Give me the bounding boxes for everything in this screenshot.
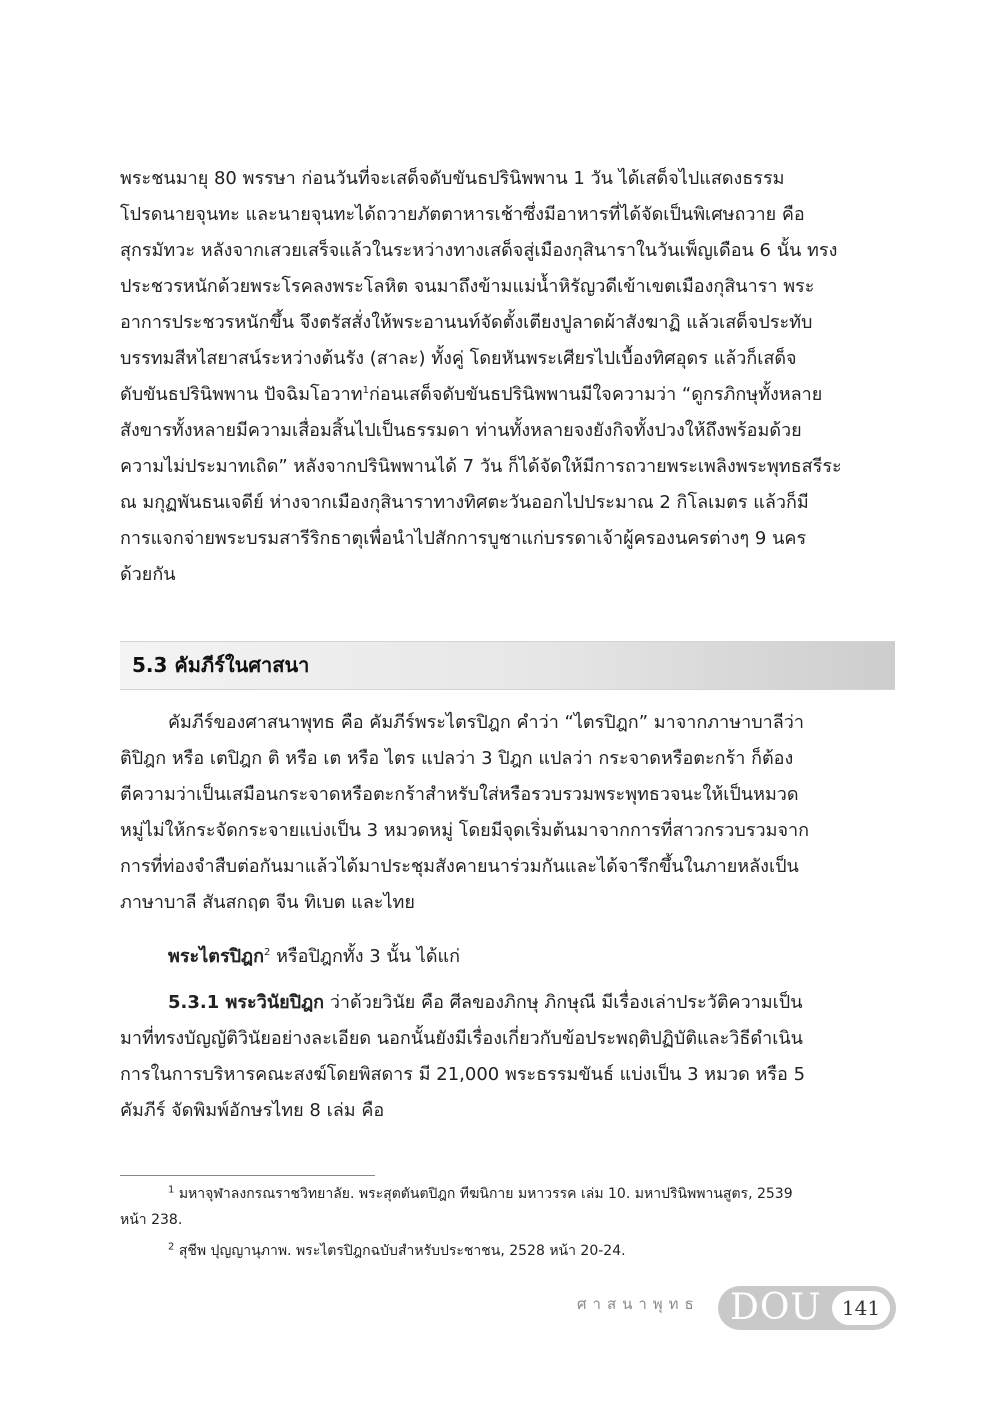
text-line: พระชนมายุ 80 พรรษา ก่อนวันที่จะเสด็จดับขันธปรินิพพาน 1 วัน ได้เสด็จไปแสดงธรรม — [120, 168, 785, 189]
section-heading-band — [120, 641, 895, 690]
footnote-ref-2[interactable]: 2 — [264, 947, 271, 958]
subsection-title: 5.3.1 พระวินัยปิฎก — [168, 992, 325, 1013]
page-number: 141 — [841, 1296, 881, 1320]
text-segment: ดับขันธปรินิพพาน ปัจฉิมโอวาท — [120, 384, 363, 405]
text-line: มาที่ทรงบัญญัติวินัยอย่างละเอียด นอกนั้นยังมีเรื่องเกี่ยวกับข้อประพฤติปฏิบัติและวิธีดำเนิน — [120, 1028, 803, 1049]
text-line — [120, 939, 895, 975]
footnote-1 — [120, 1181, 895, 1233]
text-line: ด้วยกัน — [120, 564, 176, 585]
text-segment: หรือปิฎกทั้ง 3 นั้น ได้แก่ — [270, 946, 461, 967]
text-line: หมู่ไม่ให้กระจัดกระจายแบ่งเป็น 3 หมวดหมู่ โดยมีจุดเริ่มต้นมาจากการที่สาวกรวบรวมจาก — [120, 820, 810, 841]
text-line: บรรทมสีหไสยาสน์ระหว่างต้นรัง (สาละ) ทั้งคู่ โดยหันพระเศียรไปเบื้องทิศอุดร แล้วก็เสด็จ — [120, 348, 797, 369]
text-line: ติปิฎก หรือ เตปิฎก ติ หรือ เต หรือ ไตร แปลว่า 3 ปิฎก แปลว่า กระจาดหรือตะกร้า ก็ต้อง — [120, 748, 794, 769]
text-line — [120, 985, 895, 1021]
footnote-marker: 1 — [168, 1184, 175, 1196]
section-title: 5.3 คัมภีร์ในศาสนา — [132, 653, 310, 677]
footnote-divider — [120, 1175, 375, 1176]
bold-term: พระไตรปิฎก — [168, 946, 265, 967]
footer-brand-logo: DOU — [730, 1287, 822, 1328]
text-line: การที่ท่องจำสืบต่อกันมาแล้วได้มาประชุมสังคายนาร่วมกันและได้จารึกขึ้นในภายหลังเป็น — [120, 856, 799, 877]
text-line: ประชวรหนักด้วยพระโรคลงพระโลหิต จนมาถึงข้ามแม่น้ำหิรัญวดีเข้าเขตเมืองกุสินารา พระ — [120, 276, 815, 297]
vinaya-paragraph — [120, 985, 895, 1129]
text-line: การในการบริหารคณะสงฆ์โดยพิสดาร มี 21,000 พระธรรมขันธ์ แบ่งเป็น 3 หมวด หรือ 5 — [120, 1064, 806, 1085]
tipitaka-intro — [120, 939, 895, 975]
text-segment: ก่อนเสด็จดับขันธปรินิพพานมีใจความว่า “ดูกรภิกษุทั้งหลาย — [369, 384, 823, 405]
text-line: การแจกจ่ายพระบรมสารีริกธาตุเพื่อนำไปสักการบูชาแก่บรรดาเจ้าผู้ครองนครต่างๆ 9 นคร — [120, 528, 807, 549]
text-segment: ว่าด้วยวินัย คือ ศีลของภิกษุ ภิกษุณี มีเรื่องเล่าประวัติความเป็น — [324, 992, 803, 1013]
tipitaka-paragraph — [120, 705, 895, 921]
footnote-text: มหาจุฬาลงกรณราชวิทยาลัย. พระสุตตันตปิฎก ทีฆนิกาย มหาวรรค เล่ม 10. มหาปรินิพพานสูตร, 2539 — [174, 1186, 793, 1202]
footer-badge — [718, 1286, 896, 1330]
text-line: ภาษาบาลี สันสกฤต จีน ทิเบต และไทย — [120, 892, 415, 913]
page-number-pill — [832, 1291, 890, 1325]
footnote-text: สุชีพ ปุญญานุภาพ. พระไตรปิฎกฉบับสำหรับประชาชน, 2528 หน้า 20-24. — [174, 1243, 626, 1259]
text-line: สังขารทั้งหลายมีความเสื่อมสิ้นไปเป็นธรรมดา ท่านทั้งหลายจงยังกิจทั้งปวงให้ถึงพร้อมด้วย — [120, 420, 802, 441]
footnote-line: หน้า 238. — [120, 1212, 183, 1228]
text-line: ความไม่ประมาทเถิด” หลังจากปรินิพพานได้ 7 วัน ก็ได้จัดให้มีการถวายพระเพลิงพระพุทธสรีระ — [120, 456, 842, 477]
text-line: ตีความว่าเป็นเสมือนกระจาดหรือตะกร้าสำหรับใส่หรือรวบรวมพระพุทธวจนะให้เป็นหมวด — [120, 784, 799, 805]
text-line: สุกรมัทวะ หลังจากเสวยเสร็จแล้วในระหว่างทางเสด็จสู่เมืองกุสินาราในวันเพ็ญเดือน 6 นั้น ทรง — [120, 240, 838, 261]
footnote-marker: 2 — [168, 1241, 175, 1253]
intro-paragraph — [120, 161, 895, 593]
footnote-line — [120, 1238, 895, 1264]
text-line: คัมภีร์ของศาสนาพุทธ คือ คัมภีร์พระไตรปิฎก คำว่า “ไตรปิฎก” มาจากภาษาบาลีว่า — [168, 712, 804, 733]
text-line: ณ มกุฏพันธนเจดีย์ ห่างจากเมืองกุสินาราทางทิศตะวันออกไปประมาณ 2 กิโลเมตร แล้วก็มี — [120, 492, 809, 513]
text-line — [120, 377, 895, 413]
footnote-ref-1[interactable]: 1 — [362, 385, 370, 396]
text-line: คัมภีร์ จัดพิมพ์อักษรไทย 8 เล่ม คือ — [120, 1100, 385, 1121]
footnote-line — [120, 1181, 895, 1207]
text-line: โปรดนายจุนทะ และนายจุนทะได้ถวายภัตตาหารเช้าซึ่งมีอาหารที่ได้จัดเป็นพิเศษถวาย คือ — [120, 204, 805, 225]
footer-label: ศาสนาพุทธ — [577, 1295, 700, 1313]
footnote-2 — [120, 1238, 895, 1264]
text-line: อาการประชวรหนักขึ้น จึงตรัสสั่งให้พระอานนท์จัดตั้งเตียงปูลาดผ้าสังฆาฏิ แล้วเสด็จประทับ — [120, 312, 813, 333]
